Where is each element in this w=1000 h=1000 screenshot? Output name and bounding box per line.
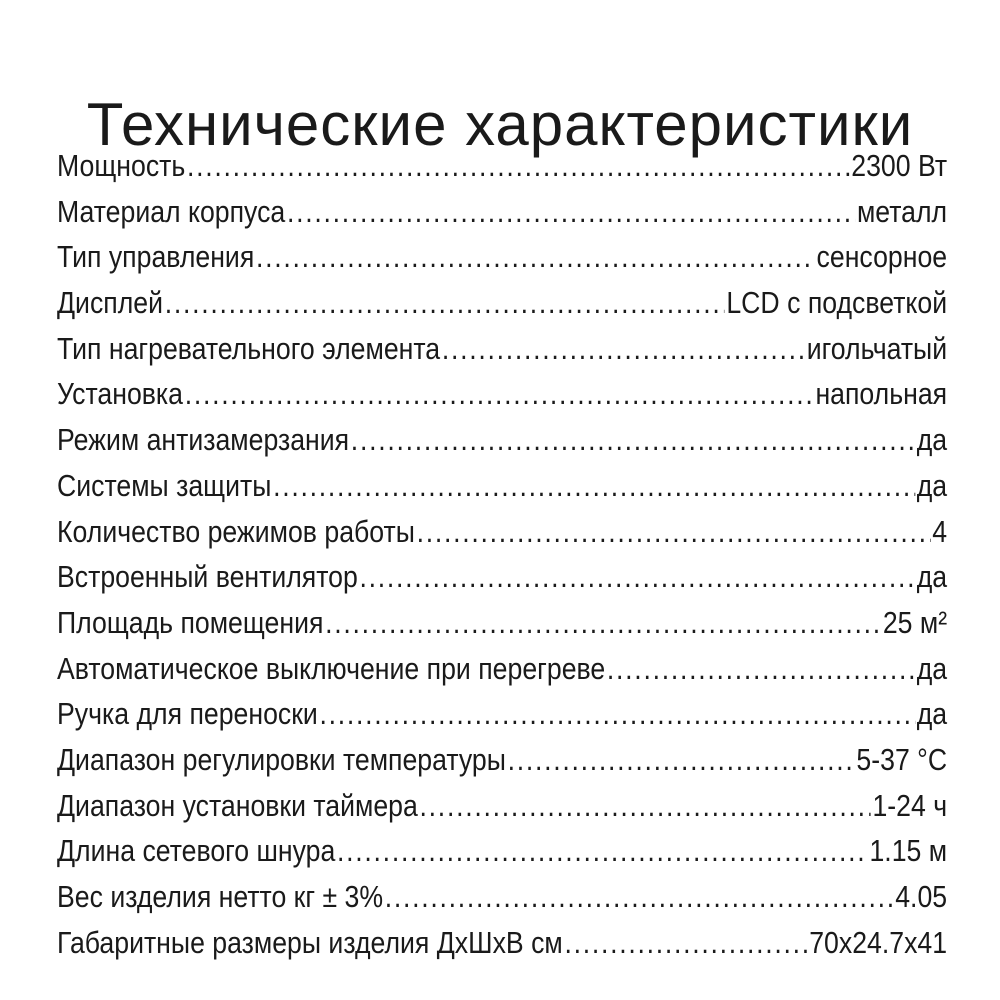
spec-row-heating-element	[57, 326, 947, 372]
dot-leader	[256, 234, 815, 280]
spec-label: Мощность	[57, 148, 186, 183]
dot-leader	[607, 646, 915, 692]
spec-value: сенсорное	[816, 239, 948, 275]
spec-row-control-type	[57, 234, 947, 280]
dot-leader	[508, 737, 855, 783]
dot-leader	[420, 783, 871, 829]
spec-label: Автоматическое выключение при перегреве	[57, 650, 606, 686]
spec-value: 1-24 ч	[872, 787, 948, 823]
spec-row-antifreeze	[57, 417, 947, 463]
spec-row-dimensions	[57, 920, 947, 966]
spec-value: LCD с подсветкой	[726, 285, 948, 321]
spec-row-room-area	[57, 600, 947, 646]
dot-leader	[385, 874, 894, 920]
spec-row-net-weight	[57, 874, 947, 920]
dot-leader	[165, 280, 725, 326]
spec-row-timer-range	[57, 783, 947, 829]
spec-label: Площадь помещения	[57, 604, 324, 640]
dot-leader	[273, 463, 915, 509]
spec-label: Ручка для переноски	[57, 696, 318, 732]
spec-value: да	[916, 650, 948, 686]
spec-value: 4	[932, 513, 948, 549]
spec-value: 70х24.7х41	[809, 924, 948, 960]
spec-label: Количество режимов работы	[57, 513, 415, 549]
spec-value: да	[916, 696, 948, 732]
spec-row-installation	[57, 371, 947, 417]
dot-leader	[185, 371, 814, 417]
dot-leader	[564, 920, 807, 966]
spec-label: Вес изделия нетто кг ± 3%	[57, 879, 384, 914]
spec-value: 4.05	[895, 879, 948, 914]
spec-row-cord-length	[57, 828, 947, 874]
dot-leader	[417, 509, 931, 555]
spec-value: да	[916, 467, 948, 503]
page-title: Технические характеристики	[86, 91, 914, 159]
spec-row-modes	[57, 509, 947, 555]
spec-value: 1.15 м	[869, 833, 948, 869]
dot-leader	[325, 600, 881, 646]
spec-value: игольчатый	[806, 330, 948, 366]
dot-leader	[337, 828, 868, 874]
spec-row-temperature-range	[57, 737, 947, 783]
spec-label: Системы защиты	[57, 467, 272, 503]
spec-value: напольная	[815, 376, 948, 412]
spec-value: 5-37 °С	[856, 741, 948, 777]
dot-leader	[351, 417, 915, 463]
spec-label: Длина сетевого шнура	[57, 833, 336, 869]
dot-leader	[187, 143, 850, 189]
spec-row-power	[57, 143, 947, 189]
spec-label: Встроенный вентилятор	[57, 559, 358, 595]
spec-row-body-material	[57, 189, 947, 235]
spec-row-fan	[57, 554, 947, 600]
spec-label: Дисплей	[57, 285, 163, 321]
spec-value: металл	[856, 193, 948, 229]
spec-label: Установка	[57, 376, 184, 412]
spec-row-carry-handle	[57, 691, 947, 737]
spec-value: 25 м²	[882, 604, 948, 640]
spec-row-protection	[57, 463, 947, 509]
dot-leader	[442, 326, 805, 372]
spec-label: Режим антизамерзания	[57, 422, 350, 458]
spec-value: да	[916, 559, 948, 595]
spec-label: Диапазон установки таймера	[57, 787, 418, 823]
spec-value: да	[916, 422, 948, 458]
spec-label: Материал корпуса	[57, 193, 286, 229]
spec-list	[57, 143, 947, 965]
spec-label: Тип управления	[57, 239, 255, 275]
dot-leader	[320, 691, 915, 737]
spec-label: Тип нагревательного элемента	[57, 330, 441, 366]
spec-row-display	[57, 280, 947, 326]
spec-row-overheat-shutoff	[57, 646, 947, 692]
spec-label: Габаритные размеры изделия ДхШхВ см	[57, 924, 563, 960]
dot-leader	[287, 189, 855, 235]
spec-label: Диапазон регулировки температуры	[57, 741, 506, 777]
dot-leader	[360, 554, 915, 600]
spec-value: 2300 Вт	[851, 148, 948, 183]
